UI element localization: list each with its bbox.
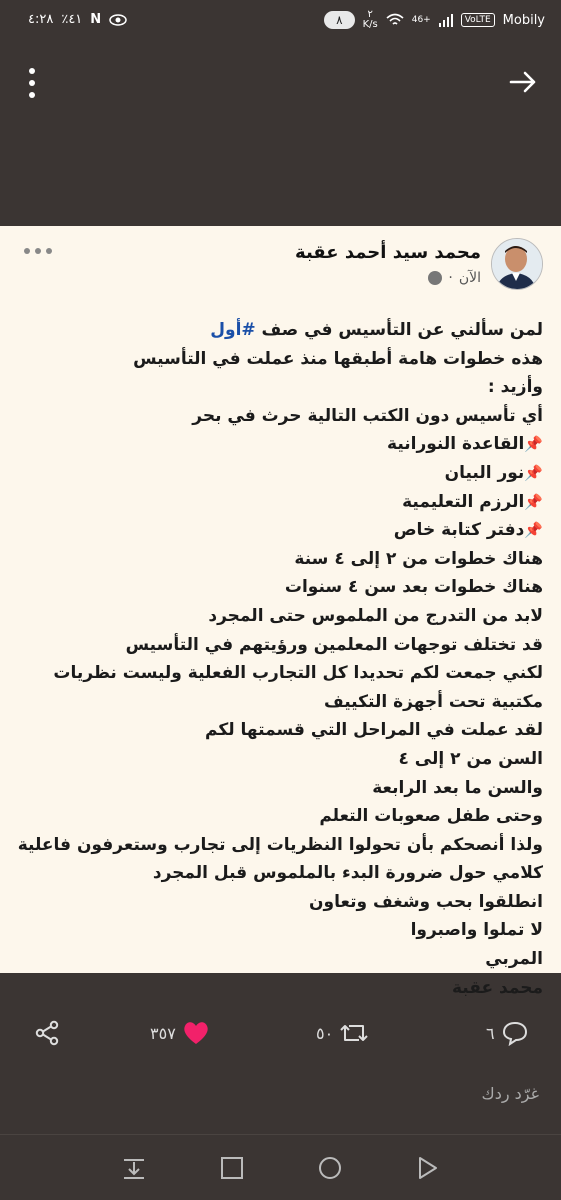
speed-unit: K/s xyxy=(362,19,378,30)
post-line-text: وأزيد : xyxy=(487,377,543,398)
post-line-text: لا تملوا واصبروا xyxy=(410,920,543,941)
top-actions xyxy=(0,60,561,100)
post-line xyxy=(18,859,543,888)
author-name[interactable]: محمد سيد أحمد عقبة xyxy=(295,242,481,263)
post-line xyxy=(18,916,543,945)
status-bar xyxy=(0,0,561,44)
reply-button[interactable] xyxy=(486,1020,529,1046)
volte-badge: VoLTE xyxy=(461,13,495,27)
avatar[interactable] xyxy=(491,238,543,290)
retweet-count: ٥٠ xyxy=(316,1023,334,1043)
reply-count: ٦ xyxy=(486,1023,495,1043)
status-right xyxy=(324,10,545,30)
retweet-button[interactable] xyxy=(316,1020,369,1046)
post-line xyxy=(18,631,543,660)
post-line-text: كلامي حول ضرورة البدء بالملموس قبل المجرد xyxy=(152,863,543,884)
recents-icon[interactable] xyxy=(218,1154,246,1182)
post-line-text: هناك خطوات بعد سن ٤ سنوات xyxy=(284,577,543,598)
post-line xyxy=(18,602,543,631)
post-line xyxy=(18,974,543,1003)
post-line-text: وحتى طفل صعوبات التعلم xyxy=(319,806,543,827)
reply-input[interactable]: غرّد ردك xyxy=(481,1084,539,1103)
post-menu-icon[interactable] xyxy=(24,248,52,254)
reply-bubble-icon xyxy=(501,1020,529,1046)
hashtag-link[interactable]: #أول xyxy=(210,320,256,340)
pushpin-icon: 📌 xyxy=(524,521,543,540)
network-type: 46+ xyxy=(411,15,431,25)
download-icon[interactable] xyxy=(120,1154,148,1182)
post-line-text: دفتر كتابة خاص xyxy=(393,520,525,541)
post-line-text: هذه خطوات هامة أطبقها منذ عملت في التأسيس xyxy=(133,348,543,369)
carrier-name: Mobily xyxy=(502,12,545,28)
eye-icon xyxy=(109,14,127,26)
post-card xyxy=(0,226,561,998)
post-line-text: مكتبية تحت أجهزة التكييف xyxy=(324,691,543,712)
post-line xyxy=(18,945,543,974)
pushpin-icon: 📌 xyxy=(524,492,543,511)
pushpin-icon: 📌 xyxy=(524,463,543,482)
network-speed xyxy=(363,10,378,30)
post-line xyxy=(18,774,543,803)
post-line-text: والسن ما بعد الرابعة xyxy=(372,777,543,798)
timestamp: الآن xyxy=(458,270,481,286)
back-triangle-icon[interactable] xyxy=(414,1154,442,1182)
post-line-text: المربي xyxy=(485,949,543,970)
post-line xyxy=(18,459,543,488)
post-line xyxy=(18,373,543,402)
home-icon[interactable] xyxy=(316,1154,344,1182)
meta-separator: · xyxy=(448,270,453,286)
like-count: ٣٥٧ xyxy=(150,1023,176,1043)
action-bar xyxy=(0,1010,561,1060)
post-line-text: الرزم التعليمية xyxy=(402,491,525,512)
post-body xyxy=(18,316,543,1002)
battery-level: ٪٤١ xyxy=(61,12,83,27)
post-line xyxy=(18,573,543,602)
post-line-text: لكني جمعت لكم تحديدا كل التجارب الفعلية وليست نظريات xyxy=(53,663,543,684)
status-left xyxy=(28,12,127,27)
divider xyxy=(0,1134,561,1135)
notification-count-badge: ٨ xyxy=(324,11,354,29)
post-line xyxy=(18,888,543,917)
more-options-icon[interactable] xyxy=(22,68,42,104)
post-line-text: ولذا أنصحكم بأن تحولوا النظريات إلى تجارب وستعرفون فاعلية xyxy=(17,834,543,855)
post-line-text: لابد من التدرج من الملموس حتى المجرد xyxy=(208,605,543,626)
post-line-text: محمد عقبة xyxy=(451,977,543,998)
globe-icon xyxy=(428,271,442,285)
post-line xyxy=(18,831,543,860)
post-line xyxy=(18,402,543,431)
clock: ٤:٢٨ xyxy=(28,12,54,27)
nfc-icon: N xyxy=(90,12,102,27)
arrow-right-icon[interactable] xyxy=(507,66,539,98)
post-line xyxy=(18,716,543,745)
post-line-text: القاعدة النورانية xyxy=(387,434,525,455)
post-line xyxy=(18,688,543,717)
post-line-text: انطلقوا بحب وشغف وتعاون xyxy=(309,891,543,912)
post-line-text: نور البيان xyxy=(444,462,525,483)
speed-value: ٢ xyxy=(367,9,373,20)
wifi-icon xyxy=(386,13,404,27)
like-button[interactable] xyxy=(150,1020,210,1046)
post-line-text: قد تختلف توجهات المعلمين ورؤيتهم في التأسيس xyxy=(125,634,543,655)
post-line-text: هناك خطوات من ٢ إلى ٤ سنة xyxy=(294,548,543,569)
post-line xyxy=(18,316,543,345)
retweet-icon xyxy=(339,1020,369,1046)
post-line xyxy=(18,745,543,774)
post-line-text: لقد عملت في المراحل التي قسمتها لكم xyxy=(205,720,543,741)
share-button[interactable] xyxy=(34,1020,60,1046)
post-line xyxy=(18,430,543,459)
share-icon xyxy=(34,1020,60,1046)
post-line xyxy=(18,659,543,688)
heart-icon xyxy=(182,1020,210,1046)
post-line-text: لمن سألني عن التأسيس في صف xyxy=(255,320,543,340)
pushpin-icon: 📌 xyxy=(524,435,543,454)
post-line xyxy=(18,345,543,374)
post-meta xyxy=(428,270,481,286)
post-line xyxy=(18,545,543,574)
system-nav-bar xyxy=(0,1148,561,1188)
signal-icon xyxy=(439,13,453,27)
post-line xyxy=(18,516,543,545)
avatar-image xyxy=(491,239,542,290)
post-line xyxy=(18,488,543,517)
post-line-text: أي تأسيس دون الكتب التالية حرث في بحر xyxy=(192,405,543,426)
post-line-text: السن من ٢ إلى ٤ xyxy=(398,748,543,769)
post-line xyxy=(18,802,543,831)
